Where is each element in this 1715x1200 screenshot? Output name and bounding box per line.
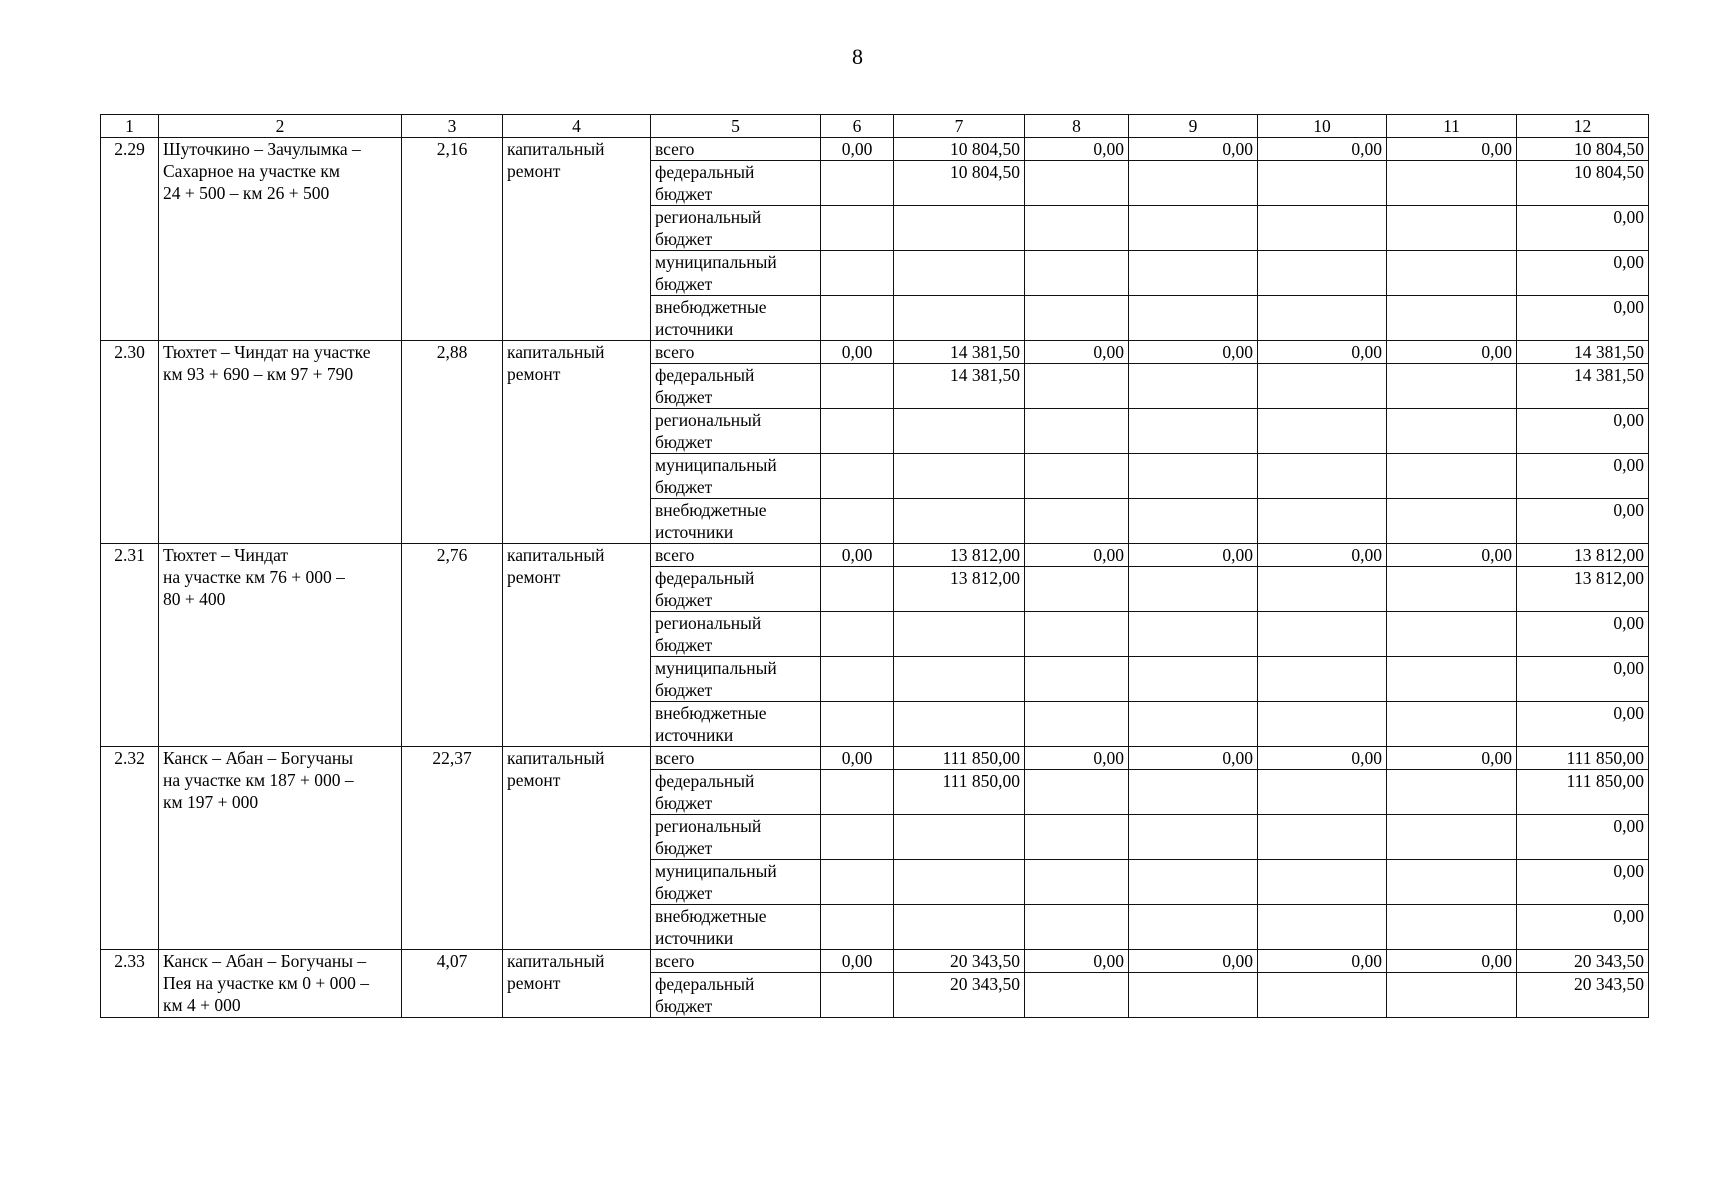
table-row (101, 544, 1649, 567)
section-length: 4,07 (402, 950, 503, 1018)
amount-cell (1258, 206, 1387, 251)
funding-source (651, 409, 821, 454)
amount-cell: 13 812,00 (1517, 567, 1649, 612)
amount-cell: 0,00 (1517, 409, 1649, 454)
text-line: 80 + 400 (163, 589, 226, 609)
amount-cell: 13 812,00 (894, 567, 1025, 612)
text-line: ремонт (507, 770, 561, 790)
text-line: региональный (655, 816, 762, 836)
funding-source (651, 657, 821, 702)
amount-cell (821, 296, 894, 341)
amount-cell (894, 454, 1025, 499)
amount-cell (1025, 206, 1129, 251)
amount-cell (1025, 409, 1129, 454)
text-line: бюджет (655, 477, 713, 497)
text-line: муниципальный (655, 861, 777, 881)
amount-cell (1025, 364, 1129, 409)
text-line: источники (655, 522, 734, 542)
funding-source (651, 973, 821, 1018)
amount-cell: 0,00 (1258, 950, 1387, 973)
column-header: 1 (101, 115, 159, 138)
amount-cell (1025, 702, 1129, 747)
amount-cell: 13 812,00 (894, 544, 1025, 567)
amount-cell (1129, 499, 1258, 544)
section-length: 22,37 (402, 747, 503, 950)
amount-cell (1258, 364, 1387, 409)
amount-cell (1129, 296, 1258, 341)
text-line: км 4 + 000 (163, 995, 241, 1015)
amount-cell (1387, 770, 1517, 815)
amount-cell (1025, 815, 1129, 860)
entry-number: 2.33 (101, 950, 159, 1018)
amount-cell: 0,00 (1517, 612, 1649, 657)
amount-cell (1258, 454, 1387, 499)
text-line: ремонт (507, 161, 561, 181)
text-line: внебюджетные (655, 297, 767, 317)
amount-cell: 0,00 (1387, 138, 1517, 161)
amount-cell (1387, 454, 1517, 499)
amount-cell (1387, 860, 1517, 905)
amount-cell (821, 409, 894, 454)
amount-cell (1387, 296, 1517, 341)
text-line: 24 + 500 – км 26 + 500 (163, 183, 330, 203)
amount-cell (1258, 973, 1387, 1018)
section-length: 2,16 (402, 138, 503, 341)
amount-cell (894, 702, 1025, 747)
text-line: бюджет (655, 590, 713, 610)
amount-cell (1129, 409, 1258, 454)
amount-cell (1129, 973, 1258, 1018)
amount-cell (1387, 206, 1517, 251)
amount-cell (1258, 815, 1387, 860)
amount-cell (821, 161, 894, 206)
text-line: региональный (655, 410, 762, 430)
amount-cell: 0,00 (1258, 747, 1387, 770)
text-line: региональный (655, 613, 762, 633)
amount-cell (821, 860, 894, 905)
section-length: 2,76 (402, 544, 503, 747)
text-line: бюджет (655, 432, 713, 452)
column-header: 8 (1025, 115, 1129, 138)
funding-source (651, 161, 821, 206)
text-line: Тюхтет – Чиндат (163, 545, 289, 565)
entry-number: 2.31 (101, 544, 159, 747)
funding-source (651, 770, 821, 815)
text-line: Шуточкино – Зачулымка – (163, 139, 361, 159)
amount-cell: 10 804,50 (894, 161, 1025, 206)
amount-cell (1025, 612, 1129, 657)
funding-source (651, 296, 821, 341)
text-line: федеральный (655, 771, 755, 791)
text-line: бюджет (655, 838, 713, 858)
text-line: федеральный (655, 568, 755, 588)
text-line: на участке км 187 + 000 – (163, 770, 354, 790)
amount-cell (894, 905, 1025, 950)
amount-cell (1129, 905, 1258, 950)
page-number: 8 (852, 44, 863, 69)
text-line: бюджет (655, 793, 713, 813)
amount-cell (821, 905, 894, 950)
amount-cell: 0,00 (1517, 454, 1649, 499)
funding-source (651, 905, 821, 950)
funding-source (651, 499, 821, 544)
amount-cell: 10 804,50 (1517, 138, 1649, 161)
amount-cell: 10 804,50 (1517, 161, 1649, 206)
amount-cell (1025, 454, 1129, 499)
amount-cell (1025, 905, 1129, 950)
amount-cell (1258, 612, 1387, 657)
work-type (503, 950, 651, 1018)
amount-cell (1387, 567, 1517, 612)
amount-cell (1129, 815, 1258, 860)
amount-cell (1387, 161, 1517, 206)
table-row (101, 950, 1649, 973)
road-section-name (159, 950, 402, 1018)
funding-source (651, 364, 821, 409)
amount-cell: 0,00 (1129, 950, 1258, 973)
column-header: 5 (651, 115, 821, 138)
amount-cell (1387, 612, 1517, 657)
amount-cell (821, 702, 894, 747)
text-line: ремонт (507, 567, 561, 587)
amount-cell (1387, 815, 1517, 860)
table-body (101, 138, 1649, 1018)
amount-cell (821, 815, 894, 860)
amount-cell: 0,00 (1387, 950, 1517, 973)
amount-cell: 20 343,50 (894, 973, 1025, 1018)
amount-cell (1258, 905, 1387, 950)
section-length: 2,88 (402, 341, 503, 544)
amount-cell (821, 454, 894, 499)
column-header: 11 (1387, 115, 1517, 138)
amount-cell: 0,00 (821, 341, 894, 364)
amount-cell: 0,00 (1025, 341, 1129, 364)
text-line: ремонт (507, 364, 561, 384)
funding-source (651, 950, 821, 973)
amount-cell (1129, 702, 1258, 747)
text-line: всего (655, 139, 695, 159)
amount-cell (821, 657, 894, 702)
amount-cell: 0,00 (1129, 138, 1258, 161)
amount-cell: 20 343,50 (1517, 973, 1649, 1018)
amount-cell (1387, 364, 1517, 409)
column-header: 9 (1129, 115, 1258, 138)
amount-cell: 0,00 (1517, 296, 1649, 341)
work-type (503, 747, 651, 950)
text-line: Тюхтет – Чиндат на участке (163, 342, 371, 362)
work-type (503, 341, 651, 544)
financing-table (100, 114, 1649, 1018)
amount-cell (821, 251, 894, 296)
funding-source (651, 702, 821, 747)
amount-cell: 0,00 (1258, 341, 1387, 364)
funding-source (651, 544, 821, 567)
amount-cell (821, 206, 894, 251)
funding-source (651, 251, 821, 296)
entry-number: 2.32 (101, 747, 159, 950)
amount-cell: 0,00 (1387, 544, 1517, 567)
amount-cell: 111 850,00 (1517, 770, 1649, 815)
text-line: источники (655, 725, 734, 745)
text-line: федеральный (655, 162, 755, 182)
text-line: на участке км 76 + 000 – (163, 567, 345, 587)
amount-cell: 0,00 (1025, 747, 1129, 770)
text-line: всего (655, 342, 695, 362)
amount-cell: 0,00 (821, 138, 894, 161)
amount-cell: 13 812,00 (1517, 544, 1649, 567)
text-line: капитальный (507, 139, 605, 159)
amount-cell: 0,00 (1517, 206, 1649, 251)
amount-cell (894, 815, 1025, 860)
amount-cell: 20 343,50 (1517, 950, 1649, 973)
amount-cell (894, 409, 1025, 454)
amount-cell: 0,00 (1517, 905, 1649, 950)
amount-cell: 10 804,50 (894, 138, 1025, 161)
amount-cell: 0,00 (1025, 544, 1129, 567)
amount-cell: 0,00 (1517, 657, 1649, 702)
amount-cell: 0,00 (1129, 747, 1258, 770)
text-line: бюджет (655, 635, 713, 655)
amount-cell: 14 381,50 (1517, 364, 1649, 409)
road-section-name (159, 138, 402, 341)
amount-cell (1258, 251, 1387, 296)
amount-cell (1025, 567, 1129, 612)
text-line: внебюджетные (655, 500, 767, 520)
funding-source (651, 860, 821, 905)
column-header: 12 (1517, 115, 1649, 138)
amount-cell (1129, 364, 1258, 409)
amount-cell (1025, 860, 1129, 905)
amount-cell: 14 381,50 (1517, 341, 1649, 364)
table-row (101, 341, 1649, 364)
amount-cell (894, 296, 1025, 341)
amount-cell (821, 567, 894, 612)
amount-cell: 0,00 (1129, 544, 1258, 567)
text-line: капитальный (507, 342, 605, 362)
text-line: бюджет (655, 996, 713, 1016)
amount-cell (894, 612, 1025, 657)
amount-cell: 0,00 (821, 950, 894, 973)
text-line: муниципальный (655, 252, 777, 272)
funding-source (651, 747, 821, 770)
column-header: 7 (894, 115, 1025, 138)
amount-cell (894, 251, 1025, 296)
amount-cell (821, 364, 894, 409)
road-section-name (159, 747, 402, 950)
amount-cell (1387, 409, 1517, 454)
work-type (503, 544, 651, 747)
amount-cell: 0,00 (1258, 138, 1387, 161)
amount-cell: 0,00 (1387, 747, 1517, 770)
amount-cell (1129, 454, 1258, 499)
text-line: Канск – Абан – Богучаны (163, 748, 354, 768)
text-line: бюджет (655, 274, 713, 294)
amount-cell (1129, 567, 1258, 612)
amount-cell (1258, 657, 1387, 702)
amount-cell (1129, 770, 1258, 815)
text-line: Сахарное на участке км (163, 161, 340, 181)
amount-cell (1129, 612, 1258, 657)
funding-source (651, 612, 821, 657)
funding-source (651, 454, 821, 499)
text-line: капитальный (507, 545, 605, 565)
amount-cell (1129, 251, 1258, 296)
funding-source (651, 815, 821, 860)
amount-cell (1025, 296, 1129, 341)
text-line: федеральный (655, 974, 755, 994)
amount-cell (1258, 702, 1387, 747)
amount-cell: 0,00 (1387, 341, 1517, 364)
funding-source (651, 567, 821, 612)
text-line: бюджет (655, 680, 713, 700)
text-line: капитальный (507, 748, 605, 768)
amount-cell (1387, 499, 1517, 544)
amount-cell (1025, 770, 1129, 815)
text-line: внебюджетные (655, 703, 767, 723)
text-line: км 197 + 000 (163, 792, 259, 812)
amount-cell (1258, 770, 1387, 815)
table-row (101, 747, 1649, 770)
text-line: источники (655, 319, 734, 339)
amount-cell (821, 499, 894, 544)
column-header: 2 (159, 115, 402, 138)
amount-cell (1129, 860, 1258, 905)
road-section-name (159, 544, 402, 747)
text-line: бюджет (655, 184, 713, 204)
column-header: 4 (503, 115, 651, 138)
text-line: региональный (655, 207, 762, 227)
text-line: всего (655, 748, 695, 768)
table-row (101, 138, 1649, 161)
amount-cell: 20 343,50 (894, 950, 1025, 973)
amount-cell (1025, 973, 1129, 1018)
amount-cell (1129, 657, 1258, 702)
amount-cell: 14 381,50 (894, 341, 1025, 364)
funding-source (651, 206, 821, 251)
text-line: Канск – Абан – Богучаны – (163, 951, 367, 971)
amount-cell: 0,00 (1129, 341, 1258, 364)
amount-cell: 111 850,00 (894, 747, 1025, 770)
amount-cell (1025, 499, 1129, 544)
amount-cell (1387, 251, 1517, 296)
amount-cell: 0,00 (1517, 815, 1649, 860)
text-line: бюджет (655, 387, 713, 407)
amount-cell (821, 973, 894, 1018)
amount-cell: 0,00 (1025, 138, 1129, 161)
amount-cell (1258, 499, 1387, 544)
funding-source (651, 341, 821, 364)
amount-cell: 0,00 (1517, 499, 1649, 544)
amount-cell: 14 381,50 (894, 364, 1025, 409)
amount-cell: 0,00 (1025, 950, 1129, 973)
entry-number: 2.30 (101, 341, 159, 544)
column-header: 3 (402, 115, 503, 138)
amount-cell: 111 850,00 (894, 770, 1025, 815)
amount-cell (1258, 860, 1387, 905)
text-line: бюджет (655, 883, 713, 903)
text-line: всего (655, 545, 695, 565)
amount-cell (1387, 905, 1517, 950)
column-header: 6 (821, 115, 894, 138)
amount-cell (1025, 657, 1129, 702)
text-line: бюджет (655, 229, 713, 249)
amount-cell: 0,00 (821, 747, 894, 770)
work-type (503, 138, 651, 341)
amount-cell (894, 860, 1025, 905)
entry-number: 2.29 (101, 138, 159, 341)
amount-cell (1387, 657, 1517, 702)
amount-cell (1025, 251, 1129, 296)
text-line: источники (655, 928, 734, 948)
text-line: муниципальный (655, 455, 777, 475)
road-section-name (159, 341, 402, 544)
amount-cell (894, 657, 1025, 702)
amount-cell: 0,00 (821, 544, 894, 567)
amount-cell (1387, 702, 1517, 747)
amount-cell: 0,00 (1258, 544, 1387, 567)
amount-cell (1129, 206, 1258, 251)
amount-cell: 0,00 (1517, 251, 1649, 296)
amount-cell: 0,00 (1517, 702, 1649, 747)
amount-cell (1129, 161, 1258, 206)
funding-source (651, 138, 821, 161)
amount-cell (821, 770, 894, 815)
text-line: капитальный (507, 951, 605, 971)
amount-cell (1258, 567, 1387, 612)
text-line: Пея на участке км 0 + 000 – (163, 973, 369, 993)
amount-cell (1258, 161, 1387, 206)
amount-cell (894, 499, 1025, 544)
amount-cell: 0,00 (1517, 860, 1649, 905)
amount-cell (1258, 296, 1387, 341)
text-line: муниципальный (655, 658, 777, 678)
text-line: ремонт (507, 973, 561, 993)
text-line: всего (655, 951, 695, 971)
column-number-row (101, 115, 1649, 138)
column-header: 10 (1258, 115, 1387, 138)
text-line: федеральный (655, 365, 755, 385)
amount-cell (894, 206, 1025, 251)
amount-cell: 111 850,00 (1517, 747, 1649, 770)
amount-cell (821, 612, 894, 657)
amount-cell (1387, 973, 1517, 1018)
text-line: км 93 + 690 – км 97 + 790 (163, 364, 354, 384)
text-line: внебюджетные (655, 906, 767, 926)
amount-cell (1258, 409, 1387, 454)
amount-cell (1025, 161, 1129, 206)
